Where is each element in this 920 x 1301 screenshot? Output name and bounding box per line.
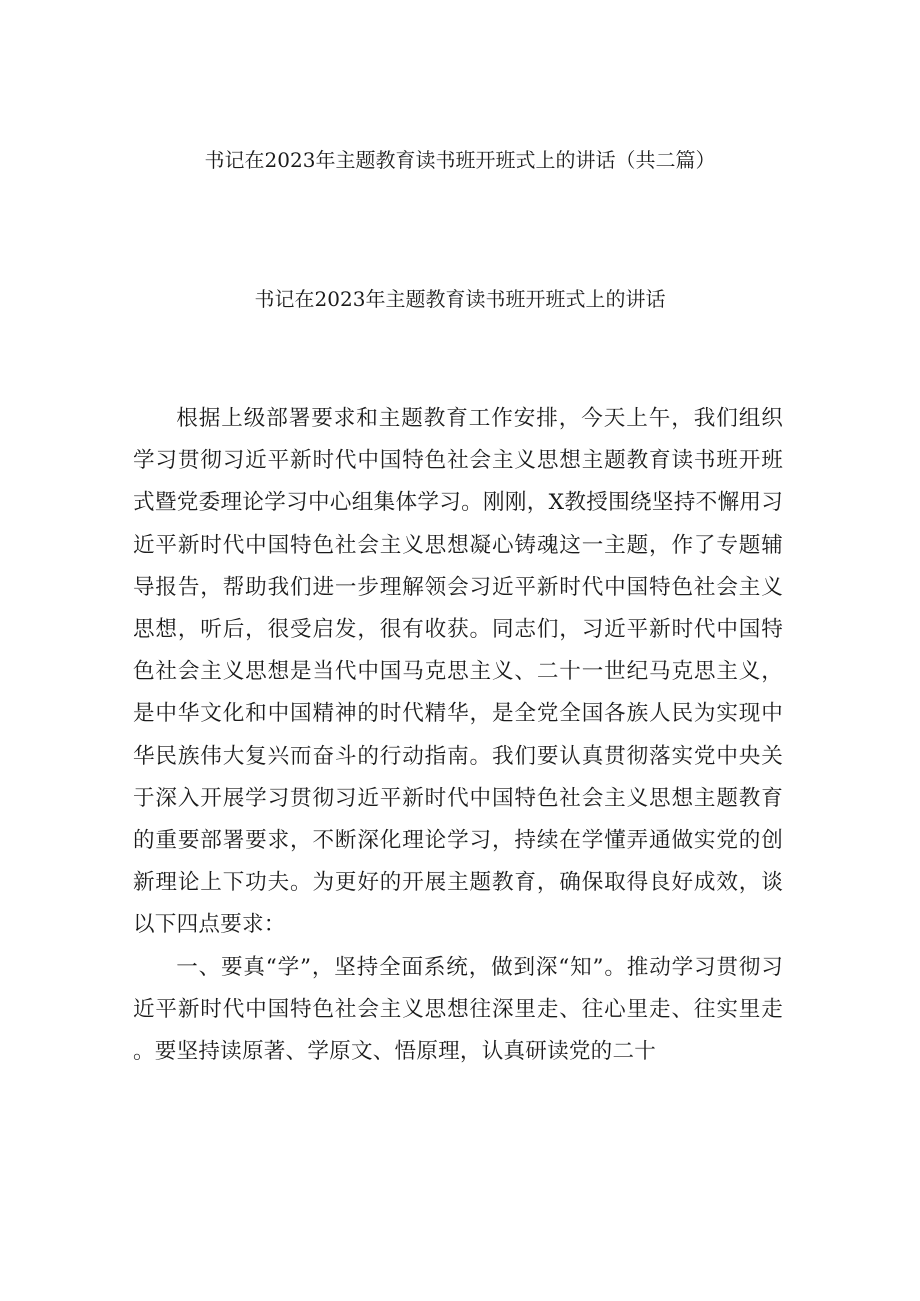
document-body [133, 398, 783, 1073]
body-paragraph: 根据上级部署要求和主题教育工作安排，今天上午，我们组织学习贯彻习近平新时代中国特色社会主义思想主题教育读书班开班式暨党委理论学习中心组集体学习。刚刚，X教授围绕坚持不懈用习近平新时代中国特色社会主义思想凝心铸魂这一主题，作了专题辅导报告，帮助我们进一步理解领会习近平新时代中国特色社会主义思想，听后，很受启发，很有收获。同志们，习近平新时代中国特色社会主义思想是当代中国马克思主义、二十一世纪马克思主义，是中华文化和中国精神的时代精华，是全党全国各族人民为实现中华民族伟大复兴而奋斗的行动指南。我们要认真贯彻落实党中央关于深入开展学习贯彻习近平新时代中国特色社会主义思想主题教育的重要部署要求，不断深化理论学习，持续在学懂弄通做实党的创新理论上下功夫。为更好的开展主题教育，确保取得良好成效，谈以下四点要求： [133, 406, 783, 938]
body-paragraph: 一、要真“学”，坚持全面系统，做到深“知”。推动学习贯彻习近平新时代中国特色社会主义思想往深里走、往心里走、往实里走。要坚持读原著、学原文、悟原理，认真研读党的二十 [133, 954, 783, 1065]
speech-title: 书记在2023年主题教育读书班开班式上的讲话 [254, 287, 666, 311]
document-title: 书记在2023年主题教育读书班开班式上的讲话（共二篇） [204, 148, 716, 172]
